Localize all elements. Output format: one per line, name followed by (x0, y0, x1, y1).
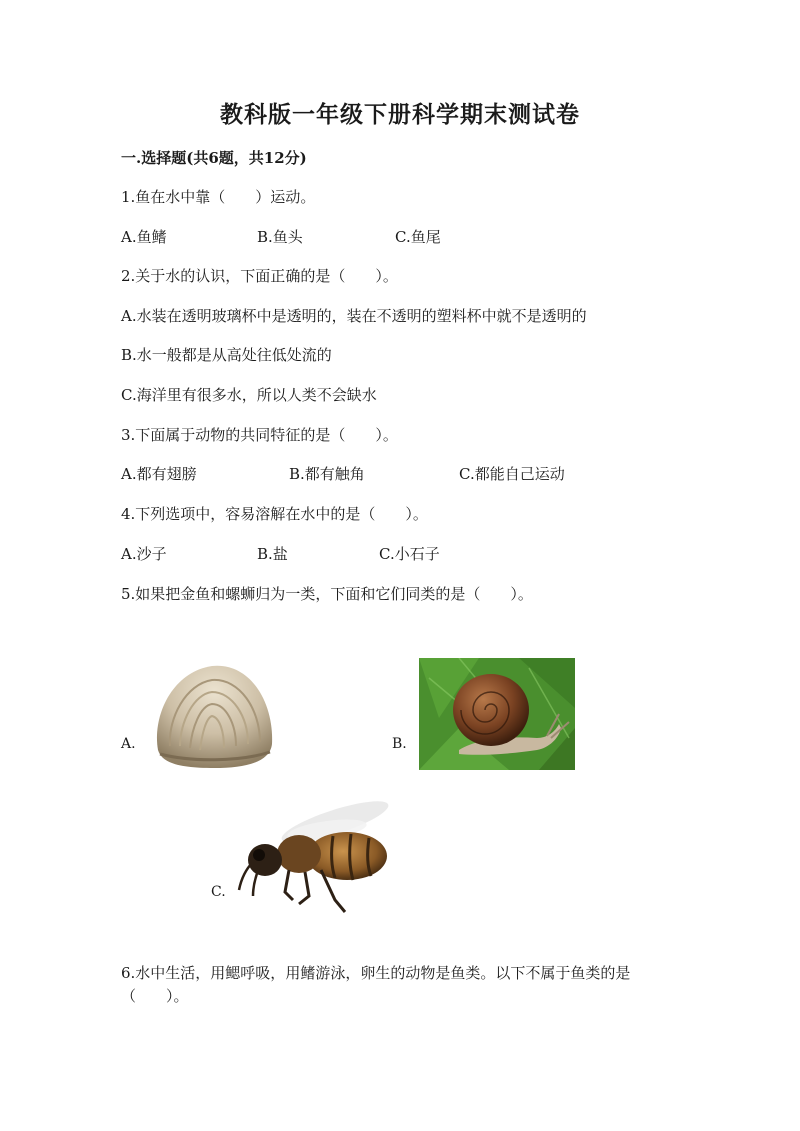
question-2-stem: 2.关于水的认识，下面正确的是（ ）。 (121, 267, 398, 285)
bee-image (235, 800, 395, 918)
question-3-option-c: C.都能自己运动 (459, 465, 565, 483)
question-4-option-b: B.盐 (257, 545, 288, 563)
question-1-option-a: A.鱼鳍 (121, 228, 167, 246)
question-6-stem-line-1: 6.水中生活，用鳃呼吸，用鳍游泳，卵生的动物是鱼类。以下不属于鱼类的是 (121, 964, 631, 982)
question-1-stem: 1.鱼在水中靠（ ）运动。 (121, 188, 316, 206)
question-5-option-b-label: B. (392, 736, 407, 752)
section-heading: 一.选择题(共6题，共12分) (121, 149, 307, 167)
snail-image (419, 658, 575, 770)
question-3-stem: 3.下面属于动物的共同特征的是（ ）。 (121, 426, 398, 444)
question-1-option-c: C.鱼尾 (395, 228, 441, 246)
question-5-option-c-label: C. (211, 884, 226, 900)
question-4-option-c: C.小石子 (379, 545, 440, 563)
question-2-option-a: A.水装在透明玻璃杯中是透明的，装在不透明的塑料杯中就不是透明的 (121, 307, 587, 325)
question-5-option-a-label: A. (121, 736, 136, 752)
question-3-option-b: B.都有触角 (289, 465, 365, 483)
exam-title: 教科版一年级下册科学期末测试卷 (220, 101, 580, 128)
question-5-stem: 5.如果把金鱼和螺蛳归为一类，下面和它们同类的是（ ）。 (121, 585, 533, 603)
clam-image (150, 658, 280, 770)
question-3-option-a: A.都有翅膀 (121, 465, 197, 483)
question-2-option-c: C.海洋里有很多水，所以人类不会缺水 (121, 386, 377, 404)
question-4-stem: 4.下列选项中，容易溶解在水中的是（ ）。 (121, 505, 428, 523)
question-2-option-b: B.水一般都是从高处往低处流的 (121, 346, 332, 364)
question-1-option-b: B.鱼头 (257, 228, 303, 246)
question-6-stem-line-2: （ ）。 (121, 987, 189, 1005)
question-4-option-a: A.沙子 (121, 545, 167, 563)
